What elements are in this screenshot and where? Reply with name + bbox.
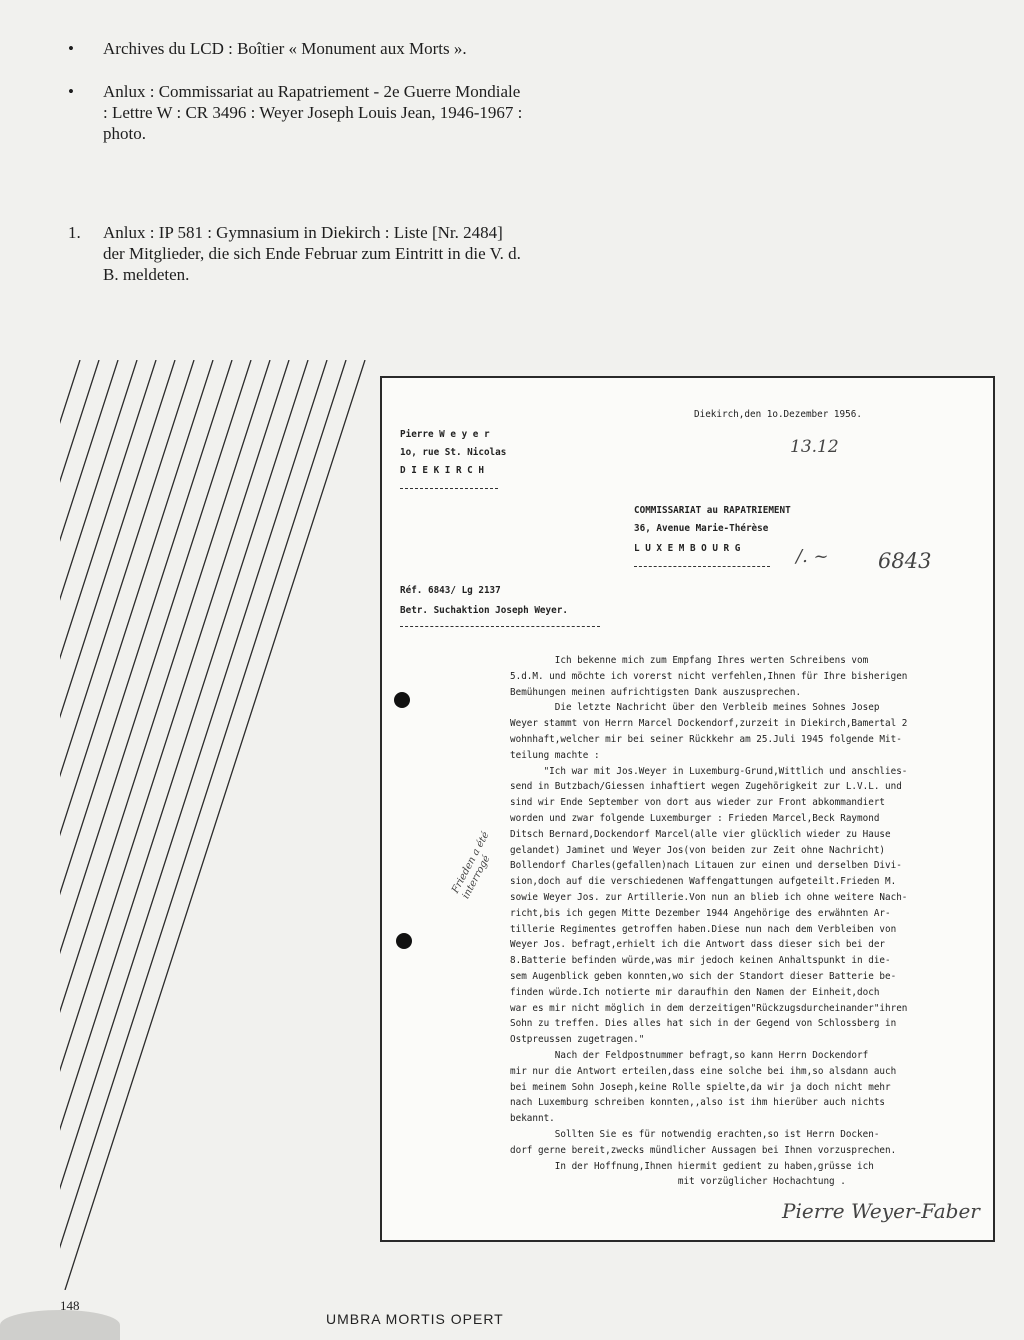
letter-line: Sollten Sie es für notwendig erachten,so ist Herrn Docken- <box>510 1129 880 1140</box>
letter-line: gelandet) Jaminet und Weyer Jos(von beiden zur Zeit ohne Nachricht) <box>510 844 886 856</box>
letter-line: send in Butzbach/Giessen inhaftiert wegen Zugehörigkeit zur L.V.L. und <box>510 781 902 793</box>
letter-line: "Ich war mit Jos.Weyer in Luxemburg-Grund,Wittlich und anschlies- <box>510 765 908 777</box>
hand-date: 13.12 <box>790 437 839 457</box>
letter-line: war es mir nicht möglich in dem derzeitigen"Rückzugsdurcheinander"ihren <box>510 1002 908 1014</box>
sender-town: D I E K I R C H <box>400 465 484 476</box>
footnote <box>68 222 528 285</box>
letter-line: Ostpreussen zugetragen." <box>510 1034 645 1046</box>
book-text <box>68 38 528 285</box>
subject: Betr. Suchaktion Joseph Weyer. <box>400 605 568 616</box>
letter-line: 5.d.M. und möchte ich vorerst nicht verfehlen,Ihnen für Ihre bisherigen <box>510 670 908 682</box>
recipient-street: 36, Avenue Marie-Thérèse <box>634 523 769 534</box>
letter-line: sion,doch auf die verschiedenen Waffengattungen aufgeteilt.Frieden M. <box>510 876 897 888</box>
signature: Pierre Weyer-Faber <box>782 1199 980 1223</box>
hatch-line <box>60 360 99 1290</box>
letter-line: Bemühungen meinen aufrichtigsten Dank auszusprechen. <box>510 686 802 698</box>
recipient-rule <box>634 566 770 567</box>
hatch-line <box>60 360 327 1290</box>
hatch-line <box>60 360 308 1290</box>
letter-line: Ditsch Bernard,Dockendorf Marcel(alle vier glücklich wieder zu Hause <box>510 828 891 840</box>
hatch-line <box>60 360 213 1290</box>
hatch-pattern <box>60 360 380 1290</box>
bullet-marker: • <box>68 82 74 101</box>
letter-line: mit vorzüglicher Hochachtung . <box>510 1176 846 1188</box>
letter-line: 8.Batterie befinden würde,was mir jedoch keinen Anhaltspunkt in die- <box>510 955 891 967</box>
letter-line: tillerie Regimentes getroffen haben.Diese nun nach dem Verbleiben von <box>510 923 897 935</box>
punch-hole <box>396 933 412 949</box>
letter-line: teilung machte : <box>510 749 600 761</box>
letter-line: Bollendorf Charles(gefallen)nach Litauen zur einen und derselben Divi- <box>510 860 902 872</box>
source-item <box>68 81 528 144</box>
letter-line: richt,bis ich gegen Mitte Dezember 1944 Angehörige des erwähnten Ar- <box>510 907 891 919</box>
letter-line: Nach der Feldpostnummer befragt,so kann Herrn Dockendorf <box>510 1050 869 1061</box>
subject-rule <box>400 626 600 627</box>
sender-rule <box>400 488 498 489</box>
letter-line: wohnhaft,welcher mir bei seiner Rückkehr am 25.Juli 1945 folgende Mit- <box>510 734 902 745</box>
hatch-line <box>60 360 194 1290</box>
letter-line: Weyer Jos. befragt,erhielt ich die Antwort dass dieser sich bei der <box>510 939 886 951</box>
hatch-line <box>60 360 118 1290</box>
hatch-line <box>60 360 289 1290</box>
sender-name: Pierre W e y e r <box>400 429 490 440</box>
letter-line: Sohn zu treffen. Dies alles hat sich in der Gegend von Schlossberg in <box>510 1018 897 1030</box>
letter-date: Diekirch,den 1o.Dezember 1956. <box>694 409 862 420</box>
letter-line: sowie Weyer Jos. zur Artillerie.Von nun an blieb ich ohne weitere Nach- <box>510 892 908 903</box>
hand-mark: /. ~ <box>796 546 829 567</box>
recipient-name: COMMISSARIAT au RAPATRIEMENT <box>634 505 791 516</box>
letter-line: bekannt. <box>510 1113 555 1125</box>
letter-line: mir nur die Antwort erteilen,dass eine solche bei ihm,so alsdann auch <box>510 1065 897 1077</box>
letter-line: bei meinem Sohn Joseph,keine Rolle spielte,da wir ja doch nicht mehr <box>510 1081 891 1093</box>
hatch-line <box>60 360 156 1290</box>
source-text: Anlux : Commissariat au Rapatriement - 2e Guerre Mondiale : Lettre W : CR 3496 : Weyer Joseph Louis Jean, 1946-1967 : photo. <box>103 82 523 143</box>
hatch-line <box>60 360 251 1290</box>
letter-line: dorf gerne bereit,zwecks mündlicher Aussagen bei Ihnen vorzusprechen. <box>510 1144 897 1156</box>
letter-line: Die letzte Nachricht über den Verbleib meines Sohnes Josep <box>510 702 880 714</box>
letter-line: Ich bekenne mich zum Empfang Ihres werten Schreibens vom <box>510 655 869 666</box>
reference: Réf. 6843/ Lg 2137 <box>400 585 501 596</box>
page-number: 148 <box>60 1298 80 1313</box>
letter-line: finden würde.Ich notierte mir daraufhin den Namen der Einheit,doch <box>510 986 880 998</box>
source-item <box>68 38 528 59</box>
sender-street: 1o, rue St. Nicolas <box>400 447 507 458</box>
page-curl <box>0 1310 120 1340</box>
footnote-number: 1. <box>68 223 81 242</box>
letter-line: sem Augenblick geben konnten,wo sich der Standort dieser Batterie be- <box>510 971 897 982</box>
hand-ref-number: 6843 <box>878 549 932 573</box>
hand-margin-note: Frieden a été interrogé <box>450 830 493 901</box>
recipient-city: L U X E M B O U R G <box>634 543 741 554</box>
letter-line: worden und zwar folgende Luxemburger : Frieden Marcel,Beck Raymond <box>510 813 880 824</box>
bullet-marker: • <box>68 39 74 58</box>
running-title: UMBRA MORTIS OPERT <box>326 1311 504 1327</box>
hatch-line <box>65 360 365 1290</box>
letter-photo <box>380 376 995 1242</box>
letter-line: Weyer stammt von Herrn Marcel Dockendorf,zurzeit in Diekirch,Bamertal 2 <box>510 718 908 730</box>
letter-line: sind wir Ende September von dort aus wieder zur Front abkommandiert <box>510 797 886 809</box>
footnote-text: Anlux : IP 581 : Gymnasium in Diekirch : Liste [Nr. 2484] der Mitglieder, die sich Ende Februar zum Eintritt in die V. d. B. meldeten. <box>103 223 521 284</box>
letter-line: nach Luxemburg schreiben konnten,,also ist ihm hierüber auch nichts <box>510 1097 886 1109</box>
punch-hole <box>394 692 410 708</box>
letter-line: In der Hoffnung,Ihnen hiermit gedient zu haben,grüsse ich <box>510 1160 874 1172</box>
source-text: Archives du LCD : Boîtier « Monument aux Morts ». <box>103 39 467 58</box>
hatch-line <box>60 360 346 1290</box>
